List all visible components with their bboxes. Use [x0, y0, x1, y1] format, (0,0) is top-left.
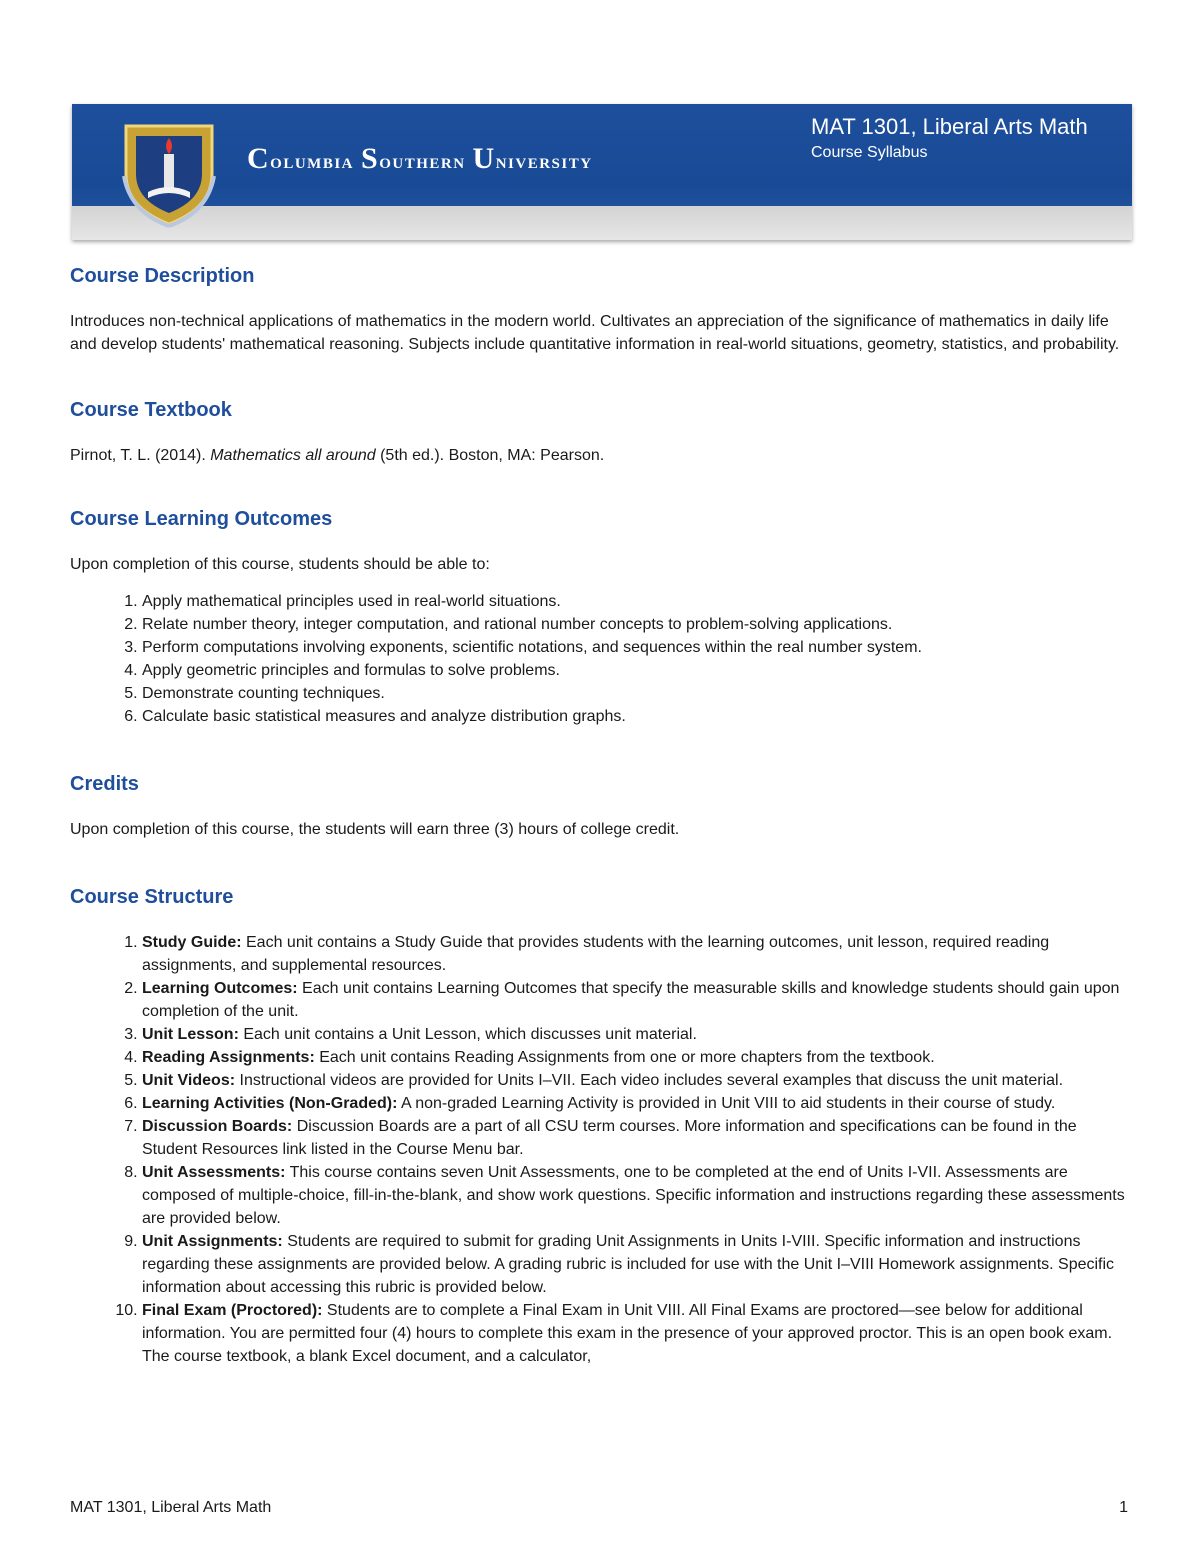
list-item: 5. Unit Videos: Instructional videos are provided for Units I–VII. Each video includes several examples that discuss the unit material.	[142, 1069, 1132, 1092]
structure-heading: Course Structure	[70, 886, 234, 908]
textbook-title: Mathematics all around	[210, 447, 376, 464]
university-crest-logo	[120, 116, 218, 228]
textbook-citation: Pirnot, T. L. (2014). Mathematics all around (5th ed.). Boston, MA: Pearson.	[70, 447, 605, 464]
list-item: 3. Perform computations involving exponents, scientific notations, and sequences within the real number system.	[142, 636, 1132, 659]
course-title: MAT 1301, Liberal Arts Math	[811, 114, 1088, 139]
course-subtitle: Course Syllabus	[811, 144, 928, 161]
university-name: Columbia Southern University	[247, 142, 593, 175]
textbook-heading: Course Textbook	[70, 399, 232, 421]
description-heading: Course Description	[70, 265, 255, 287]
list-item: 6. Calculate basic statistical measures and analyze distribution graphs.	[142, 705, 1132, 728]
header-banner	[72, 104, 1132, 240]
footer-course-name: MAT 1301, Liberal Arts Math	[70, 1499, 272, 1516]
list-item: 4. Reading Assignments: Each unit contains Reading Assignments from one or more chapters from the textbook.	[142, 1046, 1132, 1069]
outcomes-list	[70, 590, 1132, 728]
outcomes-heading: Course Learning Outcomes	[70, 508, 333, 530]
list-item: 3. Unit Lesson: Each unit contains a Unit Lesson, which discusses unit material.	[142, 1023, 1132, 1046]
structure-list	[70, 931, 1132, 1368]
page-number: 1	[1119, 1499, 1128, 1516]
list-item: 7. Discussion Boards: Discussion Boards are a part of all CSU term courses. More information and specifications can be found in the Student Resources link listed in the Course Menu bar.	[142, 1115, 1132, 1161]
credits-heading: Credits	[70, 773, 139, 795]
list-item: 9. Unit Assignments: Students are required to submit for grading Unit Assignments in Units I-VIII. Specific information and instructions regarding these assignments are provided below. A grading rubric is included for use with the Unit I–VIII Homework assignments. Specific information about accessing this rubric is provided below.	[142, 1230, 1132, 1299]
outcomes-intro: Upon completion of this course, students should be able to:	[70, 556, 490, 573]
syllabus-content	[70, 262, 1132, 1368]
list-item: 2. Relate number theory, integer computation, and rational number concepts to problem-solving applications.	[142, 613, 1132, 636]
list-item: 5. Demonstrate counting techniques.	[142, 682, 1132, 705]
list-item: 2. Learning Outcomes: Each unit contains Learning Outcomes that specify the measurable skills and knowledge students should gain upon completion of the unit.	[142, 977, 1132, 1023]
description-text: Introduces non-technical applications of mathematics in the modern world. Cultivates an appreciation of the significance of mathematics in daily life and develop students' mathematical reasoning. Subjects include quantitative information in real-world situations, geometry, statistics, and probability.	[70, 313, 1120, 353]
list-item: 1. Apply mathematical principles used in real-world situations.	[142, 590, 1132, 613]
list-item: 8. Unit Assessments: This course contains seven Unit Assessments, one to be completed at the end of Units I-VII. Assessments are composed of multiple-choice, fill-in-the-blank, and show work questions. Specific information and instructions regarding these assessments are provided below.	[142, 1161, 1132, 1230]
list-item: 6. Learning Activities (Non-Graded): A non-graded Learning Activity is provided in Unit VIII to aid students in their course of study.	[142, 1092, 1132, 1115]
list-item: 10. Final Exam (Proctored): Students are to complete a Final Exam in Unit VIII. All Final Exams are proctored—see below for additional information. You are permitted four (4) hours to complete this exam in the presence of your approved proctor. This is an open book exam. The course textbook, a blank Excel document, and a calculator,	[142, 1299, 1132, 1368]
banner-band	[72, 206, 1132, 240]
list-item: 1. Study Guide: Each unit contains a Study Guide that provides students with the learning outcomes, unit lesson, required reading assignments, and supplemental resources.	[142, 931, 1132, 977]
list-item: 4. Apply geometric principles and formulas to solve problems.	[142, 659, 1132, 682]
credits-text: Upon completion of this course, the students will earn three (3) hours of college credit.	[70, 821, 680, 838]
